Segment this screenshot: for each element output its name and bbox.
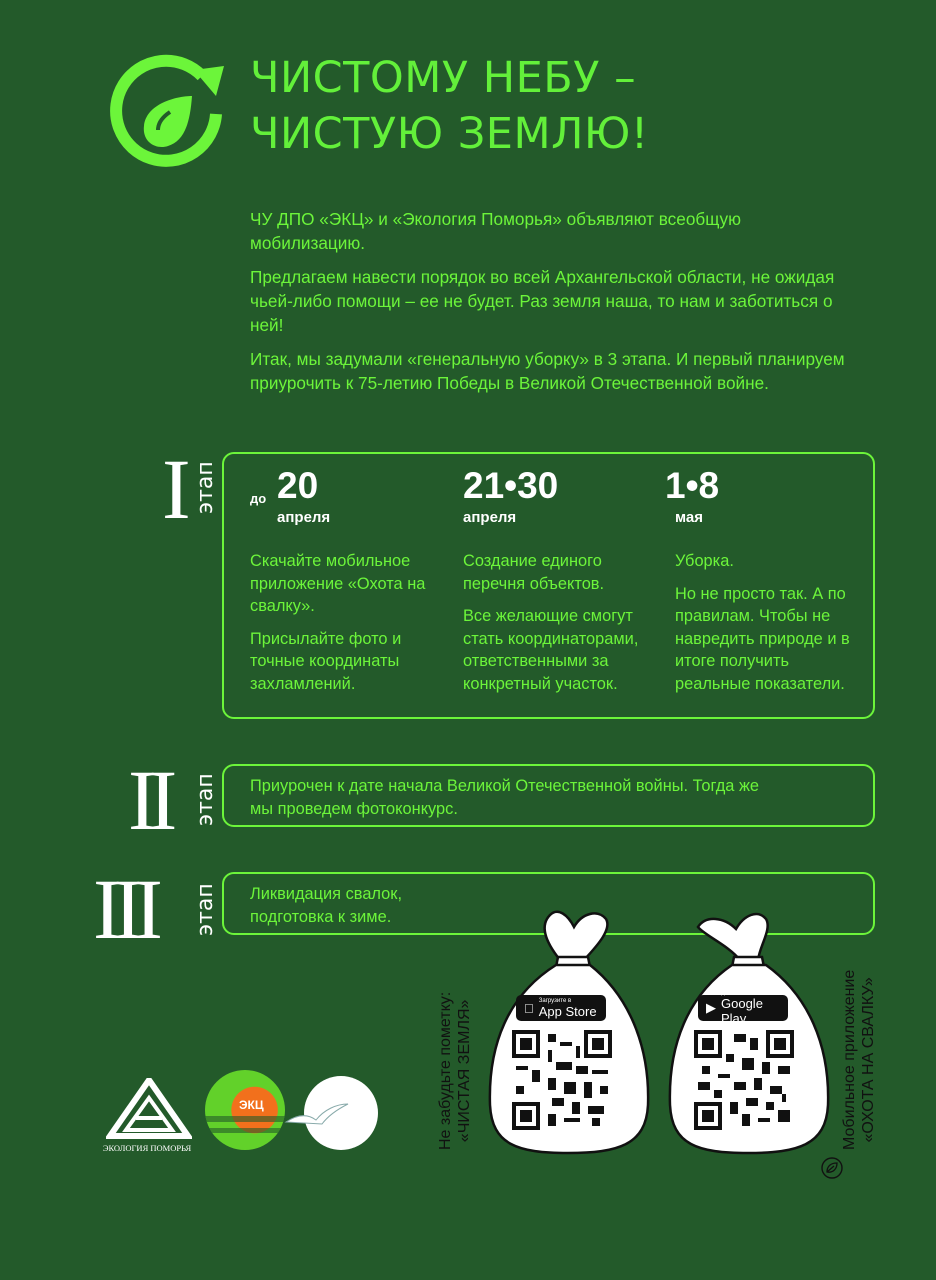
qr-code-googleplay[interactable]: [694, 1030, 794, 1130]
googleplay-badge[interactable]: ▶ ДОСТУПНО В Google Play: [698, 995, 788, 1021]
leaf-icon: [820, 1156, 844, 1180]
app-caption: Мобильное приложение «ОХОТА НА СВАЛКУ»: [841, 969, 877, 1150]
stage3-text: Ликвидация свалок, подготовка к зиме.: [250, 885, 403, 926]
intro-paragraph: ЧУ ДПО «ЭКЦ» и «Экология Поморья» объявляют всеобщую мобилизацию.: [250, 209, 742, 253]
stage3-numeral: III: [93, 861, 155, 957]
note-caption: Не забудьте пометку: «ЧИСТАЯ ЗЕМЛЯ»: [437, 991, 473, 1150]
stage1-col2: 21•30 апреля Создание единого перечня объектов. Все желающие смогут стать координаторами, ответственными за конкретный участок.: [463, 465, 639, 693]
apple-icon: [524, 1001, 534, 1016]
ekc-logo: [205, 1070, 285, 1150]
appstore-badge[interactable]: Загрузите в App Store: [516, 995, 606, 1021]
stage3-label: этап: [193, 883, 218, 936]
date-month: апреля: [277, 509, 331, 526]
date-number: 20: [277, 465, 319, 506]
ecology-pomorya-logo-icon: [106, 1078, 192, 1140]
intro-text: [250, 207, 850, 405]
stage1-numeral: I: [162, 441, 183, 537]
stage1-label: этап: [193, 461, 218, 514]
eco-drop-logo-icon: [106, 46, 232, 172]
google-play-icon: ▶: [706, 1000, 716, 1015]
ekc-logo-text: ЭКЦ: [239, 1098, 264, 1112]
date-prefix: до: [250, 491, 267, 506]
seagull-icon: [282, 1098, 352, 1128]
date-number: 21•30: [463, 465, 559, 506]
qr-code-appstore[interactable]: [512, 1030, 612, 1130]
stage1-col3: 1•8 мая Уборка. Но не просто так. А по правилам. Чтобы не навредить природе и в итоге получить реальные показатели.: [665, 465, 850, 693]
page-title: ЧИСТОМУ НЕБУ – ЧИСТУЮ ЗЕМЛЮ!: [250, 53, 649, 159]
stage1-col1: до 20 апреля Скачайте мобильное приложение «Охота на свалку». Присылайте фото и точные координаты захламлений.: [250, 465, 426, 693]
date-number: 1•8: [665, 465, 720, 506]
date-month: апреля: [463, 509, 517, 526]
ecology-pomorya-caption: ЭКОЛОГИЯ ПОМОРЬЯ: [102, 1143, 192, 1153]
intro-paragraph: Итак, мы задумали «генеральную уборку» в 3 этапа. И первый планируем приурочить к 75-летию Победы в Великой Отечественной войне.: [250, 349, 845, 393]
date-month: мая: [675, 509, 703, 526]
intro-paragraph: Предлагаем навести порядок во всей Архангельской области, не ожидая чьей-либо помощи – ее не будет. Раз земля наша, то нам и заботиться о ней!: [250, 267, 835, 335]
stage2-label: этап: [193, 773, 218, 826]
stage2-text: Приурочен к дате начала Великой Отечественной войны. Тогда же мы проведем фотоконкурс.: [250, 777, 760, 818]
stage2-numeral: II: [128, 752, 170, 848]
